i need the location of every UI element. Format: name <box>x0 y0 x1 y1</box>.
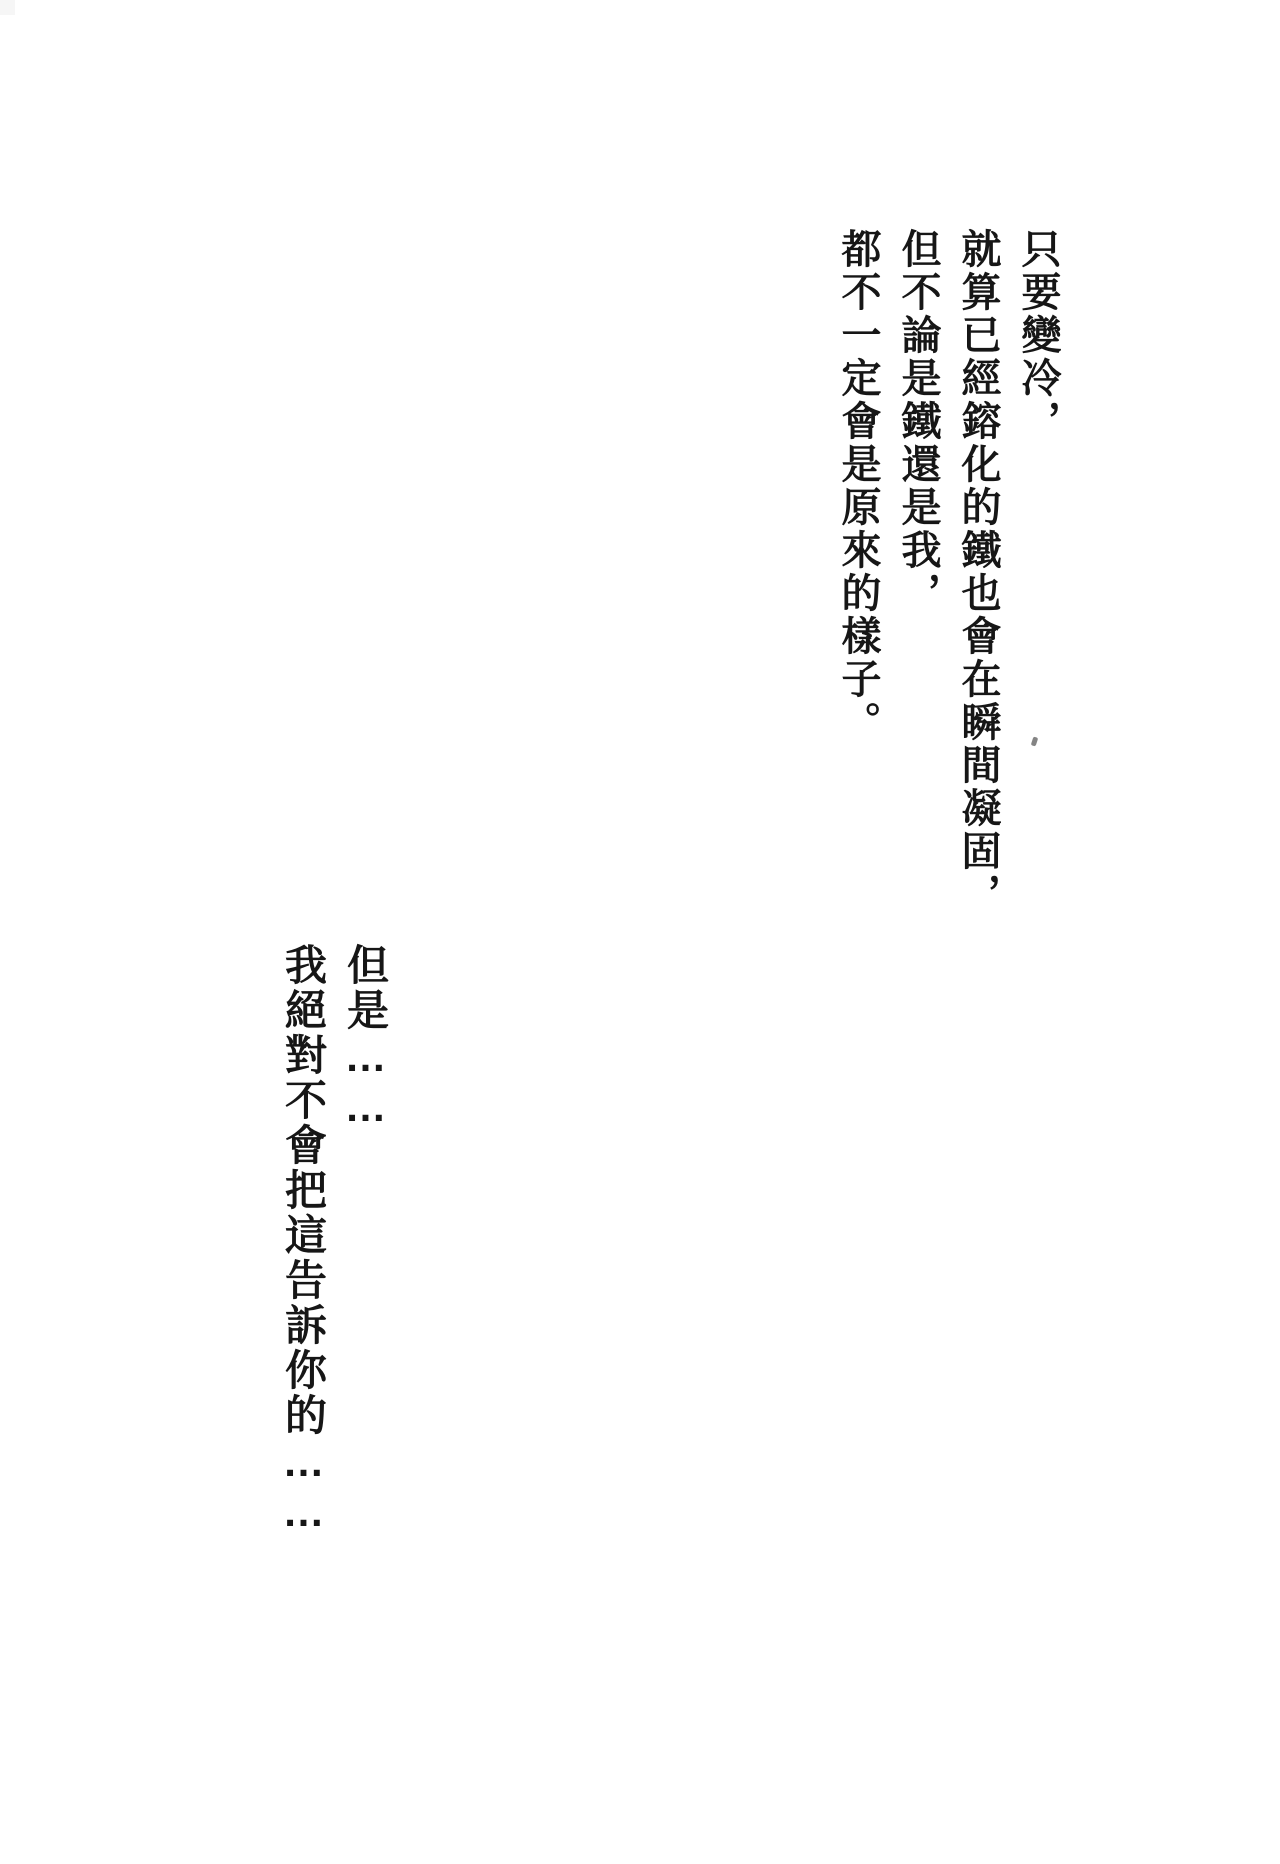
scan-corner-smudge <box>0 0 15 15</box>
text-line: 但是…… <box>342 943 389 1133</box>
text-line: 我絕對不會把這告訴你的…… <box>280 943 327 1538</box>
text-line: 就算已經鎔化的鐵也會在瞬間凝固， <box>956 228 1000 916</box>
text-line: 但不論是鐵還是我， <box>896 228 940 615</box>
text-line: 只要變冷， <box>1016 228 1060 443</box>
vertical-text-block-top <box>828 228 1068 916</box>
text-line: 都不一定會是原來的樣子。 <box>836 228 880 744</box>
vertical-text-block-bottom <box>272 943 396 1538</box>
